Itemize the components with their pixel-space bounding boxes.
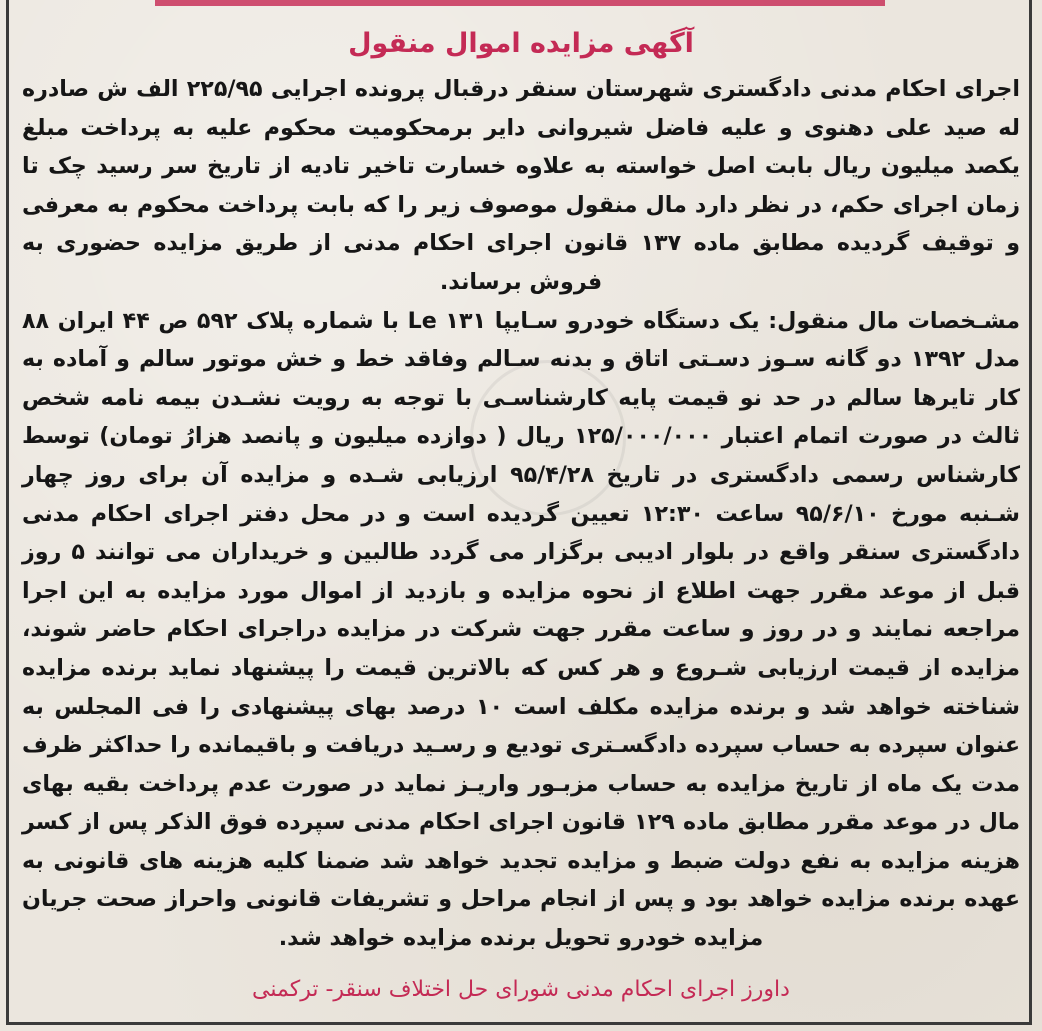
notice-paragraph-intro: اجرای احکام مدنی دادگستری شهرستان سنقر درقبال پرونده اجرایی ۲۲۵/۹۵ الف ش صادره له صید علی دهنوی و علیه فاضل شیروانی دایر برمحکومیت محکوم علیه به پرداخت مبلغ یکصد میلیون ریال بابت اصل خواسته به علاوه خسارت تاخیر تادیه از تاریخ سر رسید چک تا زمان اجرای حکم، در نظر دارد مال منقول موصوف زیر را که بابت پرداخت محکوم به معرفی و توقیف گردیده مطابق ماده ۱۳۷ قانون اجرای احکام مدنی از طریق مزایده حضوری به فروش برساند. <box>22 76 1020 295</box>
notice-signature: داورز اجرای احکام مدنی شورای حل اختلاف سنقر- ترکمنی <box>252 977 790 1002</box>
notice-paragraph-details: مشـخصات مال منقول: یک دستگاه خودرو سـایپا Le ۱۳۱ با شماره پلاک ۵۹۲ ص ۴۴ ایران ۸۸ مدل ۱۳۹۲ دو گانه سـوز دسـتی اتاق و بدنه سـالم وفاقد خط و خش موتور سالم و آماده به کار تایرها سالم در حد نو قیمت پایه کارشناسـی با توجه به رویت نشـدن بیمه نامه شخص ثالث در صورت اتمام اعتبار ۱۲۵/۰۰۰/۰۰۰ ریال ( دوازده میلیون و پانصد هزارُ تومان) توسط کارشناس رسمی دادگستری در تاریخ ۹۵/۴/۲۸ ارزیابی شـده و مزایده آن برای روز چهار شـنبه مورخ ۹۵/۶/۱۰ ساعت ۱۲:۳۰ تعیین گردیده است و در محل دفتر اجرای احکام مدنی دادگستری سنقر واقع در بلوار ادیبی برگزار می گردد طالبین و خریداران می توانند ۵ روز قبل از موعد مقرر جهت اطلاع از نحوه مزایده و بازدید از اموال مورد مزایده به این اجرا مراجعه نمایند و در روز و ساعت مقرر جهت شرکت در مزایده دراجرای احکام حاضر شوند، مزایده از قیمت ارزیابی شـروع و هر کس که بالاترین قیمت را پیشنهاد نماید برنده مزایده شناخته خواهد شد و برنده مزایده مکلف است ۱۰ درصد بهای پیشنهادی را فی المجلس به عنوان سپرده به حساب سپرده دادگسـتری تودیع و رسـید دریافت و باقیمانده را حداکثر ظرف مدت یک ماه از تاریخ مزایده به حساب مزبـور واریـز نماید در صورت عدم پرداخت بقیه بهای مال در موعد مقرر مطابق ماده ۱۲۹ قانون اجرای احکام مدنی سپرده فوق الذکر پس از کسر هزینه مزایده به نفع دولت ضبط و مزایده تجدید خواهد شد ضمنا کلیه هزینه های قانونی به عهده برنده مزایده خواهد بود و پس از انجام مراحل و تشریفات قانونی واحراز صحت جریان مزایده خودرو تحویل برنده مزایده خواهد شد. <box>22 307 1021 952</box>
notice-body <box>22 70 1020 958</box>
notice-title: آگهی مزایده اموال منقول <box>348 28 694 59</box>
